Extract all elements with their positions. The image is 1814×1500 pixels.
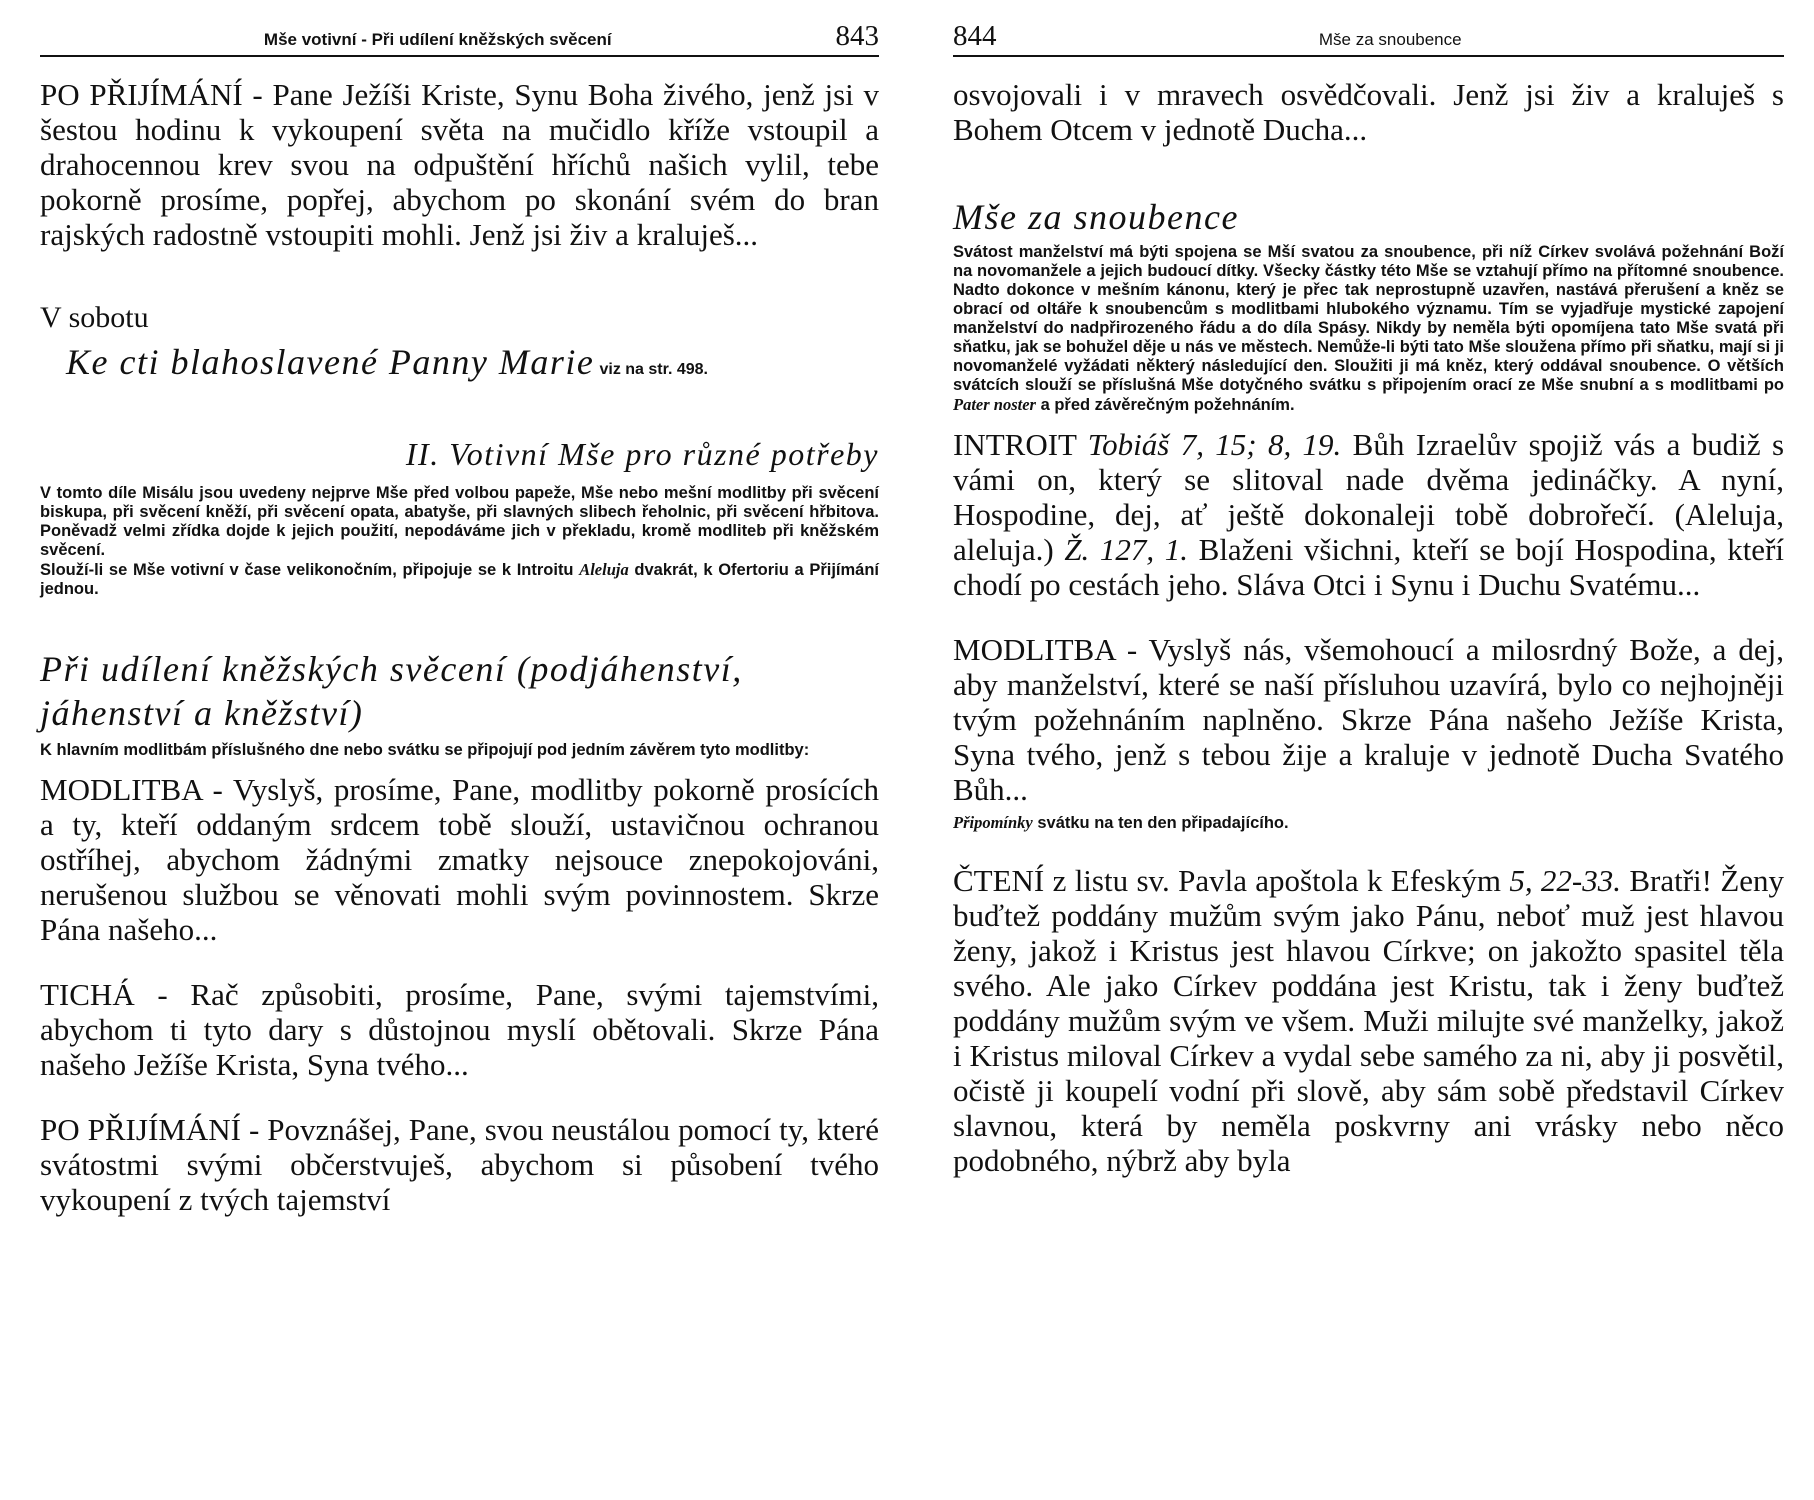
saturday-line [40,340,879,384]
right-mass-title: Mše za snoubence [953,197,1239,237]
saturday-ref: viz na str. 498. [599,361,708,378]
introit-text-1: Bůh Izraelův spojiž vás a budiž s vámi on, který se slitoval nade dvěma jedináčky. A nyní, Hospodine, dej, ať ještě dokonaleji tobě dobrořečí. (Aleluja, aleluja.) [953,427,1785,567]
left-running-header [40,22,879,57]
right-running-header [953,22,1784,57]
right-rubric-1 [953,243,1784,415]
left-rubric-2b: dvakrát, k Ofertoriu a Přijímání jednou. [40,561,880,598]
saturday-label: V sobotu [40,301,149,334]
introit-text-2: Blaženi všichni, kteří se bojí Hospodina, kteří chodí po cestách jeho. Sláva Otci i Synu i Duchu Svatému... [953,532,1785,602]
right-note-text: svátku na ten den připadajícího. [1037,814,1289,832]
right-rubric-1a: Svátost manželství má býti spojena se Mší svatou za snoubence, při níž Církev svolává požehnání Boží na novomanžele a jejich budoucí dítky. Všecky částky této Mše se vztahují přímo na přítomné snoubence. Nadto dokonce v mešním kánonu, který je přec tak neprostupně uzavřen, nastává přerušení a kněz se obrací od oltáře k snoubencům s modlitbami hlubokého významu. Tím se vyjadřuje mystické zapojení manželství do nadpřirozeného řádu a do díla Spásy. Nikdy by neměla býti opomíjena tato Mše svatá při sňatku, jak se bohužel děje u nás ve městech. Nemůže-li býti tato Mše sloužena přímo při sňatku, mají si ji novomanželé vyžádati některý následující den. Sloužiti ji má kněz, který oddával snoubence. O větších svátcích slouží se příslušná Mše dotyčného svátku s připojením orací ze Mše snubní a s modlitbami po [953,243,1784,394]
left-rubric-1: V tomto díle Misálu jsou uvedeny nejprve Mše před volbou papeže, Mše nebo mešní modlitby při svěcení biskupa, při svěcení kněží, při svěcení opata, abatyše, při slavných slibech řeholnic, při svěcení hřbitova. Poněvadž velmi zřídka dojde k jejich použití, nepodáváme jich v překladu, kromě modliteb při kněžském svěcení. [40,484,879,559]
left-collect: MODLITBA - Vyslyš, prosíme, Pane, modlitby pokorně prosících a ty, kteří oddaným srdcem tobě slouží, ustavičnou ochranou ostříhej, abychom žádnými zmatky nejsouce znepokojováni, nerušenou službou se věnovati mohli svým povinnostem. Skrze Pána našeho... [40,772,879,947]
left-mass-title: Při udílení kněžských svěcení (podjáhenství, jáhenství a kněžství) [40,649,743,733]
right-rubric-1-italic: Pater noster [953,395,1036,414]
saturday-title: Ke cti blahoslavené Panny Marie [66,342,595,382]
right-continuation: osvojovali i v mravech osvědčovali. Jenž jsi živ a kraluješ s Bohem Otcem v jednotě Ducha... [953,77,1784,147]
right-rubric-1b: a před závěrečným požehnáním. [1040,396,1295,414]
left-secret: TICHÁ - Rač způsobiti, prosíme, Pane, svými tajemstvími, abychom ti tyto dary s důstojnou myslí obětovali. Skrze Pána našeho Ježíše Krista, Syna tvého... [40,977,879,1082]
left-rubric-2 [40,560,879,599]
right-reading [953,863,1784,1178]
right-collect: MODLITBA - Vyslyš nás, všemohoucí a milosrdný Bože, a dej, aby manželství, které se naší přísluhou uzavírá, bylo co nejhojněji tvým požehnáním naplněno. Skrze Pána našeho Ježíše Krista, Syna tvého, jenž s tebou žije a kraluje v jednotě Ducha Svatého Bůh... [953,632,1784,807]
introit-ref: Tobiáš 7, 15; 8, 19. [1087,427,1342,462]
right-note-italic: Připomínky [953,813,1033,832]
section-title: II. Votivní Mše pro různé potřeby [405,436,879,472]
left-rubric-3: K hlavním modlitbám příslušného dne nebo svátku se připojují pod jedním závěrem tyto modlitby: [40,741,810,759]
introit-label: INTROIT [953,427,1077,462]
right-header-title: Mše za snoubence [1318,30,1462,49]
reading-text: Bratři! Ženy buďtež poddány mužům svým jako Pánu, neboť muž jest hlavou ženy, jakož i Kristus jest hlavou Církve; on jakožto spasitel těla svého. Ale jako Církev poddána jest Kristu, tak i ženy buďtež poddány mužům svým ve všem. Muži milujte své manželky, jakož i Kristus miloval Církev a vydal sebe samého za ni, aby ji posvětil, očistě ji koupelí vodní při slově, aby sám sobě představil Církev slavnou, která by neměla poskvrny ani vrásky nebo něco podobného, nýbrž aby byla [953,863,1785,1178]
left-page-number: 843 [835,20,879,52]
right-note [953,813,1784,833]
right-page [907,0,1814,1500]
left-header-title: Mše votivní - Při udílení kněžských svěcení [263,30,612,49]
reading-ref: 5, 22-33. [1509,863,1621,898]
left-rubric-2a: Slouží-li se Mše votivní v čase velikonočním, připojuje se k Introitu [40,561,574,579]
right-page-number: 844 [953,20,997,52]
left-post-communion-1: PO PŘIJÍMÁNÍ - Pane Ježíši Kriste, Synu Boha živého, jenž jsi v šestou hodinu k vykoupení světa na mučidlo kříže vstoupil a drahocennou krev svou na odpuštění hříchů našich vylil, tebe pokorně prosíme, popřej, abychom po skonání svém do bran rajských radostně vstoupiti mohli. Jenž jsi živ a kraluješ... [40,77,879,252]
left-rubric-2-italic: Aleluja [579,560,629,579]
introit-ref-2: Ž. 127, 1. [1064,532,1189,567]
left-post-communion-2: PO PŘIJÍMÁNÍ - Povznášej, Pane, svou neustálou pomocí ty, které svátostmi svými občerstvuješ, abychom si působení tvého vykoupení z tvých tajemství [40,1112,879,1217]
reading-label: ČTENÍ z listu sv. Pavla apoštola k Efeským [953,863,1501,898]
right-introit [953,427,1784,602]
